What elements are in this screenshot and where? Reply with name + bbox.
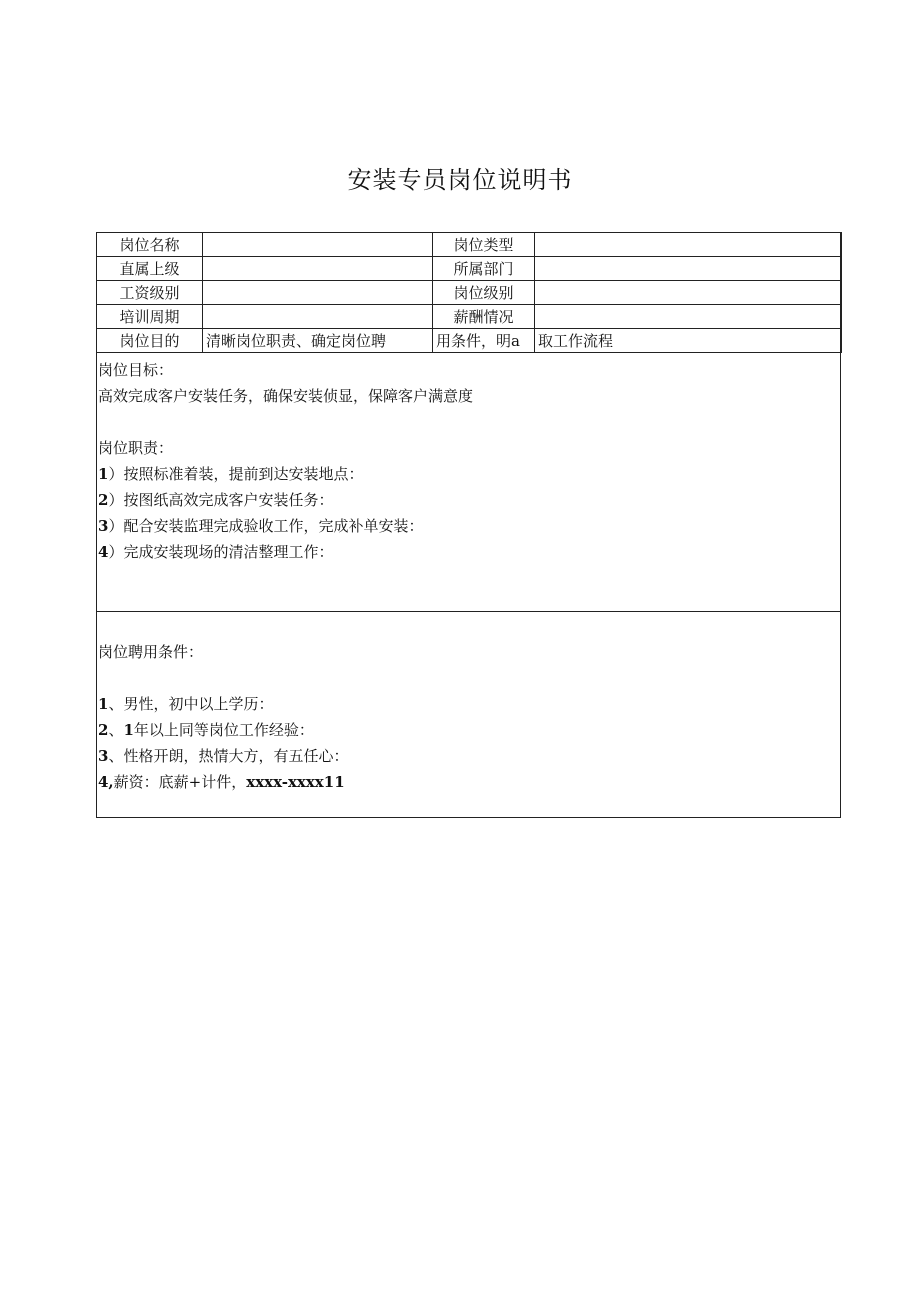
item-text: 、性格开朗，热情大方，有五任心： — [108, 747, 349, 765]
item-text: ）按图纸高效完成客户安装任务： — [108, 491, 334, 509]
field-label: 所属部门 — [433, 257, 535, 281]
requirements-heading: 岗位聘用条件： — [98, 643, 204, 661]
item-number: 4, — [98, 773, 114, 791]
list-item — [98, 513, 833, 539]
list-item — [98, 717, 833, 743]
item-number: 2 — [98, 721, 109, 739]
item-text: 年以上同等岗位工作经验： — [133, 721, 314, 739]
field-label: 岗位名称 — [97, 233, 203, 257]
field-label: 岗位级别 — [433, 281, 535, 305]
item-text: ）按照标准着装，提前到达安装地点： — [108, 465, 364, 483]
goal-heading: 岗位目标： — [98, 361, 174, 379]
list-item — [98, 769, 833, 795]
field-value-continued: 用条件，明a — [433, 329, 535, 353]
page-title: 安装专员岗位说明书 — [347, 166, 573, 194]
item-number: 1 — [123, 721, 134, 739]
item-text: 、 — [108, 721, 124, 739]
list-item — [98, 743, 833, 769]
field-label: 工资级别 — [97, 281, 203, 305]
duties-heading: 岗位职责： — [98, 439, 174, 457]
item-text: ）完成安装现场的清洁整理工作： — [108, 543, 334, 561]
item-number: 2 — [98, 491, 109, 509]
field-label: 薪酬情况 — [433, 305, 535, 329]
item-text: ）配合安装监理完成验收工作，完成补单安装： — [108, 517, 424, 535]
goal-duties-section — [98, 357, 833, 565]
item-number: 3 — [98, 517, 109, 535]
list-item — [98, 487, 833, 513]
list-item — [98, 691, 833, 717]
item-number: 3 — [98, 747, 109, 765]
field-value: 清晰岗位职责、确定岗位聘 — [203, 329, 433, 353]
salary-range: xxxx-xxxx11 — [246, 773, 345, 791]
item-text: 、男性，初中以上学历： — [108, 695, 274, 713]
list-item — [98, 461, 833, 487]
section-divider — [96, 611, 841, 612]
item-number: 1 — [98, 465, 109, 483]
requirements-section — [98, 639, 833, 795]
item-number: 1 — [98, 695, 109, 713]
field-label: 岗位类型 — [433, 233, 535, 257]
item-text: 薪资：底薪+计件， — [113, 773, 247, 791]
field-label: 岗位目的 — [97, 329, 203, 353]
list-item — [98, 539, 833, 565]
field-label: 培训周期 — [97, 305, 203, 329]
field-value-continued: 取工作流程 — [535, 329, 842, 353]
item-number: 4 — [98, 543, 109, 561]
goal-text: 高效完成客户安装任务，确保安装侦显，保障客户满意度 — [98, 387, 474, 405]
field-label: 直属上级 — [97, 257, 203, 281]
